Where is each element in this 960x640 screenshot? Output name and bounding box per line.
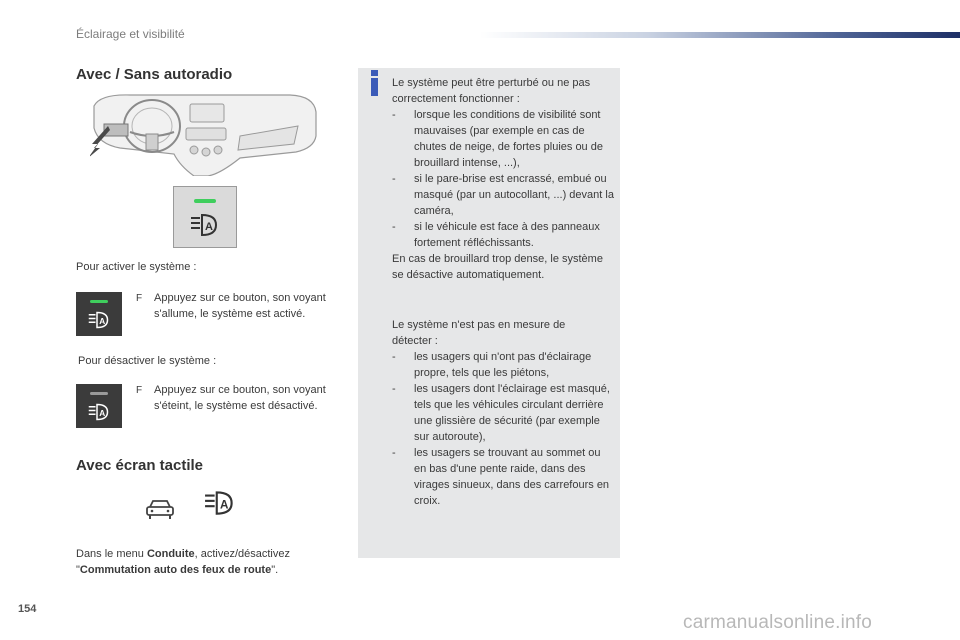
info-icon-dot — [371, 70, 378, 76]
info-paragraph-2: En cas de brouillard trop dense, le système se désactive automatiquement. — [392, 253, 603, 281]
list-dash: - — [392, 351, 396, 363]
svg-text:A: A — [99, 316, 106, 326]
auto-high-beam-button-illustration — [173, 186, 237, 248]
menu-text-mid: , activez/désactivez — [194, 548, 290, 560]
info-list-item-text: les usagers qui n'ont pas d'éclairage propre, tels que les piétons, — [414, 351, 592, 379]
info-list-item — [392, 349, 610, 381]
info-paragraph-3: Le système n'est pas en mesure de détecter : — [392, 319, 566, 347]
auto-high-beam-icon — [204, 490, 238, 516]
info-list-2 — [392, 349, 610, 509]
deactivate-bullet-text: Appuyez sur ce bouton, son voyant s'éteint, le système est désactivé. — [154, 384, 326, 412]
list-dash: - — [392, 173, 396, 185]
svg-text:A: A — [219, 498, 229, 512]
auto-high-beam-icon — [190, 213, 222, 237]
menu-text-prefix: Dans le menu — [76, 548, 147, 560]
info-list-item-text: si le véhicule est face à des panneaux fortement réfléchissants. — [414, 221, 600, 249]
bullet-arrow-icon: F — [136, 293, 143, 304]
activate-instruction-label: Pour activer le système : — [76, 261, 197, 273]
info-list-item-text: si le pare-brise est encrassé, embué ou masqué (par un autocollant, ...) devant la caméra, — [414, 173, 614, 217]
quote-close: ". — [271, 564, 279, 576]
info-list-item — [392, 381, 610, 445]
info-list-item — [392, 445, 610, 509]
info-list-item — [392, 219, 618, 251]
feature-name: Commutation auto des feux de route — [79, 564, 272, 576]
section-title-touchscreen: Avec écran tactile — [76, 457, 204, 474]
svg-text:A: A — [205, 221, 213, 233]
info-list-item — [392, 171, 618, 219]
page-number: 154 — [18, 603, 37, 615]
quote-open: " — [76, 564, 80, 576]
svg-text:A: A — [99, 408, 106, 418]
list-dash: - — [392, 221, 396, 233]
bullet-arrow-icon: F — [136, 385, 143, 396]
info-icon — [368, 68, 382, 98]
info-list-1 — [392, 107, 618, 251]
touchscreen-instruction — [76, 546, 346, 578]
info-icon-stem — [371, 78, 378, 96]
activate-bullet-text: Appuyez sur ce bouton, son voyant s'allume, le système est activé. — [154, 292, 326, 320]
dashboard-illustration — [90, 92, 318, 176]
info-list-item — [392, 107, 618, 171]
menu-name: Conduite — [146, 548, 195, 560]
section-header-title: Éclairage et visibilité — [76, 27, 185, 41]
car-driving-icon — [144, 498, 176, 520]
deactivate-instruction-label: Pour désactiver le système : — [78, 355, 217, 367]
watermark: carmanualsonline.info — [683, 612, 873, 633]
list-dash: - — [392, 109, 396, 121]
auto-high-beam-icon — [88, 311, 112, 329]
led-off-indicator — [90, 392, 108, 395]
header-gradient-bar — [480, 32, 960, 38]
section-title-autoradio: Avec / Sans autoradio — [76, 66, 233, 83]
led-on-indicator — [194, 199, 216, 203]
button-on-illustration — [76, 292, 122, 336]
info-list-item-text: les usagers se trouvant au sommet ou en bas d'une pente raide, dans des virages sinueux, dans des carrefours en croix. — [414, 447, 610, 507]
led-on-indicator — [90, 300, 108, 303]
info-list-item-text: lorsque les conditions de visibilité sont mauvaises (par exemple en cas de chutes de neige, de fortes pluies ou de brouillard intense, ...), — [414, 109, 603, 169]
list-dash: - — [392, 447, 396, 459]
list-dash: - — [392, 383, 396, 395]
auto-high-beam-icon — [88, 403, 112, 421]
info-list-item-text: les usagers dont l'éclairage est masqué, tels que les véhicules circulant derrière une glissière de sécurité (par exemple sur autoroute), — [414, 383, 610, 443]
button-off-illustration — [76, 384, 122, 428]
info-paragraph-1: Le système peut être perturbé ou ne pas correctement fonctionner : — [392, 77, 591, 105]
